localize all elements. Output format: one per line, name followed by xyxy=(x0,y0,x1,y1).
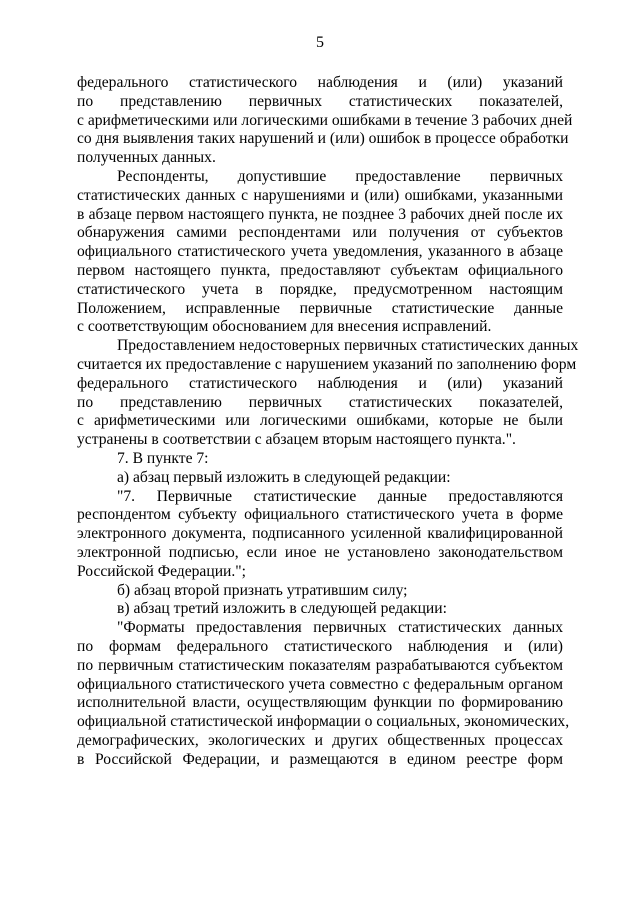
text-line: по представлению первичных статистических показателей, xyxy=(77,92,563,110)
page-number: 5 xyxy=(316,34,324,51)
text-line: статистического учета в порядке, предусмотренном настоящим xyxy=(77,280,563,298)
text-line: официального статистического учета совместно с федеральным органом xyxy=(77,675,563,693)
text-line: с арифметическими или логическими ошибками в течение 3 рабочих дней xyxy=(77,111,573,129)
text-line: электронного документа, подписанного усиленной квалифицированной xyxy=(77,525,563,543)
text-line: демографических, экологических и других общественных процессах xyxy=(77,731,563,749)
text-line: в Российской Федерации, и размещаются в едином реестре форм xyxy=(77,750,563,768)
text-line: полученных данных. xyxy=(77,149,216,167)
text-line: федерального статистического наблюдения и (или) указаний xyxy=(77,74,563,91)
text-line: официального статистического учета уведомления, указанного в абзаце xyxy=(77,243,563,261)
text-line: респондентом субъекту официального статистического учета в форме xyxy=(77,506,563,524)
text-line: устранены в соответствии с абзацем вторым настоящего пункта.". xyxy=(77,431,516,449)
text-line: по первичным статистическим показателям разрабатываются субъектом xyxy=(77,656,563,674)
text-line: по представлению первичных статистических показателей, xyxy=(77,393,563,411)
text-line: по формам федерального статистического наблюдения и (или) xyxy=(77,637,563,655)
text-line: Положением, исправленные первичные статистические данные xyxy=(77,299,563,317)
text-line: с соответствующим обоснованием для внесения исправлений. xyxy=(77,318,492,336)
text-line: "7. Первичные статистические данные предоставляются xyxy=(117,487,563,505)
text-line: исполнительной власти, осуществляющим функции по формированию xyxy=(77,694,563,712)
text-line: Российской Федерации."; xyxy=(77,562,246,580)
text-line: электронной подписью, если иное не установлено законодательством xyxy=(77,543,563,561)
text-line: Респонденты, допустившие предоставление первичных xyxy=(117,167,563,185)
text-line: а) абзац первый изложить в следующей редакции: xyxy=(117,468,451,486)
document-body xyxy=(77,74,579,769)
text-line: в) абзац третий изложить в следующей редакции: xyxy=(117,600,447,618)
text-line: федерального статистического наблюдения и (или) указаний xyxy=(77,374,563,392)
text-line: считается их предоставление с нарушением указаний по заполнению форм xyxy=(77,355,577,373)
text-line: с арифметическими или логическими ошибками, которые не были xyxy=(77,412,563,430)
text-line: в абзаце первом настоящего пункта, не позднее 3 рабочих дней после их xyxy=(77,205,563,223)
text-line: "Форматы предоставления первичных статистических данных xyxy=(117,619,563,637)
text-line: Предоставлением недостоверных первичных статистических данных xyxy=(117,337,579,355)
text-line: статистических данных с нарушениями и (или) ошибками, указанными xyxy=(77,186,563,204)
text-line: б) абзац второй признать утратившим силу; xyxy=(117,581,408,599)
text-line: 7. В пункте 7: xyxy=(117,449,209,467)
text-line: обнаружения самими респондентами или получения от субъектов xyxy=(77,224,563,242)
text-line: официальной статистической информации о социальных, экономических, xyxy=(77,713,570,731)
text-line: первом настоящего пункта, предоставляют субъектам официального xyxy=(77,261,563,279)
text-line: со дня выявления таких нарушений и (или) ошибок в процессе обработки xyxy=(77,130,569,148)
